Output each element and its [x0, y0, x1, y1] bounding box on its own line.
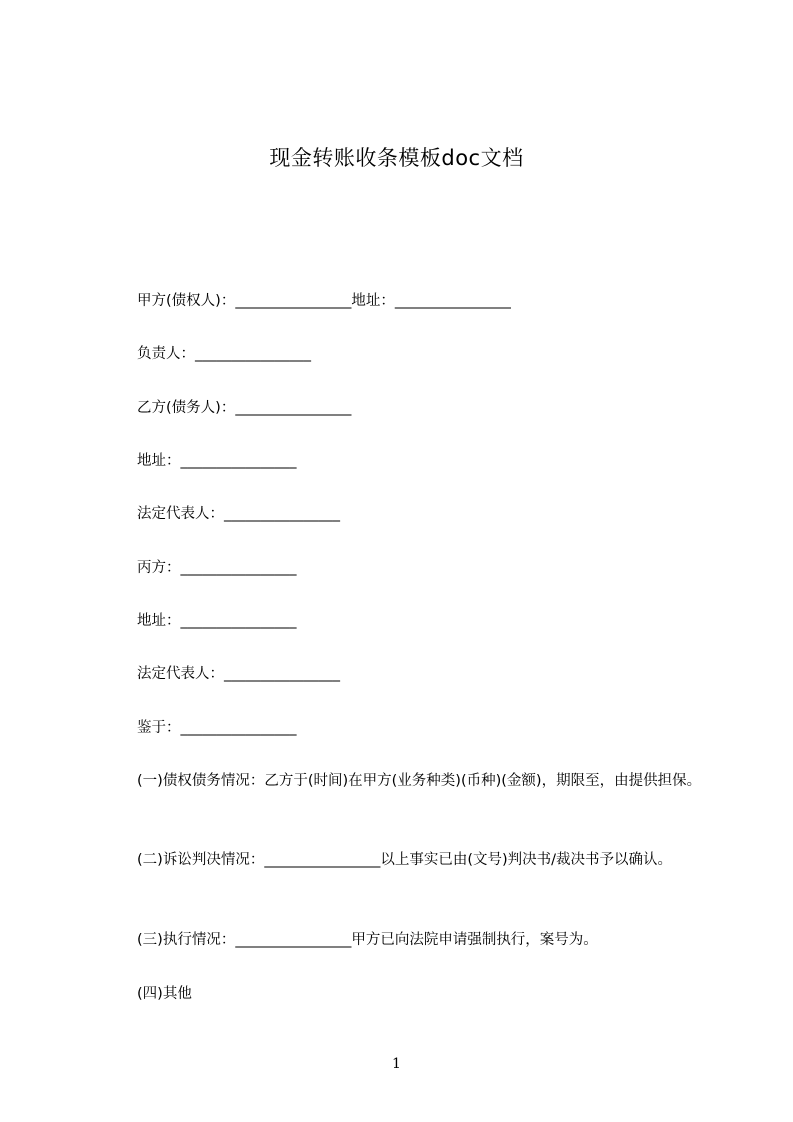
party-c-address-line: 地址：________________ [137, 613, 297, 629]
party-b-legal-rep-line: 法定代表人：________________ [137, 506, 340, 522]
page-number: 1 [392, 1056, 401, 1072]
party-c-line: 丙方：________________ [137, 560, 297, 576]
document-title: 现金转账收条模板doc文档 [269, 146, 524, 170]
enforcement-paragraph: (三)执行情况：________________甲方已向法院申请强制执行，案号为。 [137, 932, 598, 948]
litigation-paragraph: (二)诉讼判决情况：________________以上事实已由(文号)判决书/裁决书予以确认。 [137, 852, 673, 868]
responsible-person-line: 负责人：________________ [137, 346, 311, 362]
party-c-legal-rep-line: 法定代表人：________________ [137, 666, 340, 682]
party-a-line: 甲方(债权人)：________________地址：________________ [137, 293, 511, 309]
debt-situation-paragraph: (一)债权债务情况：乙方于(时间)在甲方(业务种类)(币种)(金额)，期限至，由提供担保。 [137, 773, 702, 789]
party-b-line: 乙方(债务人)：________________ [137, 400, 352, 416]
other-paragraph: (四)其他 [137, 986, 192, 1002]
party-b-address-line: 地址：________________ [137, 453, 297, 469]
whereas-line: 鉴于：________________ [137, 720, 297, 736]
